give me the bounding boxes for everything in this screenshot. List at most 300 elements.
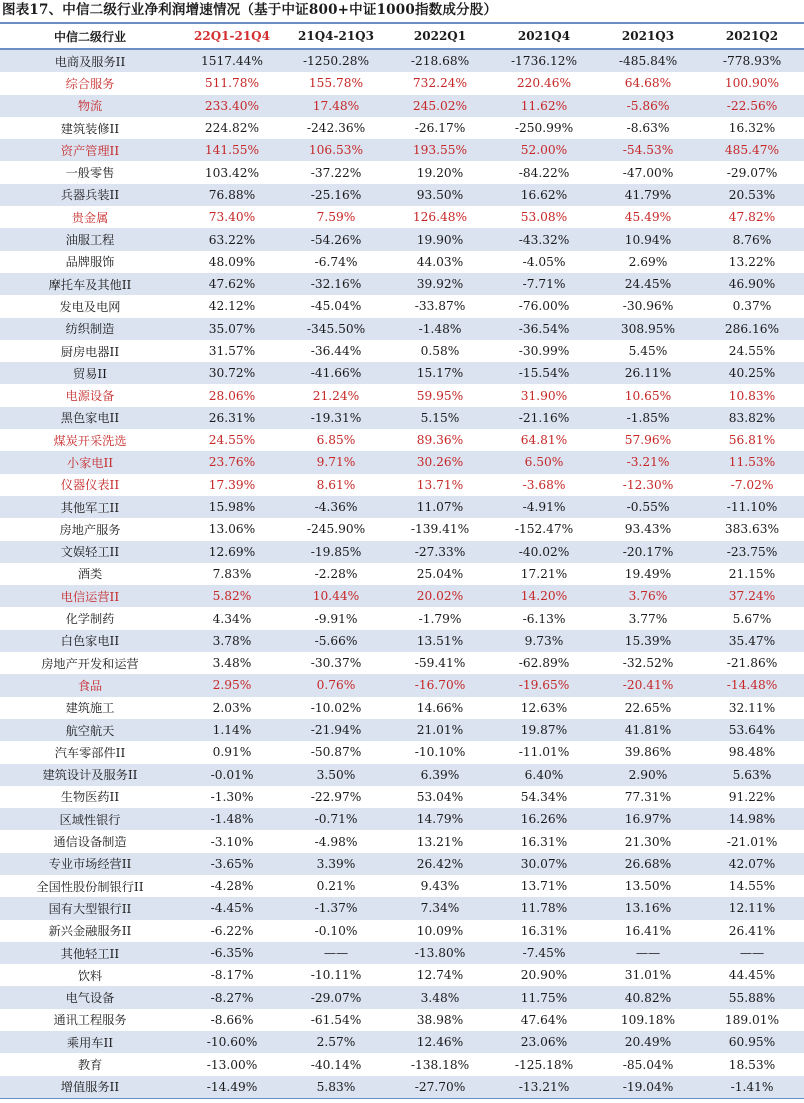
table-row	[0, 920, 804, 942]
industry-name: 纺织制造	[0, 318, 180, 340]
value-cell: 37.24%	[700, 585, 804, 607]
table-row	[0, 451, 804, 473]
value-cell: 26.41%	[728, 923, 776, 938]
value-cell: -19.85%	[284, 541, 388, 563]
value-cell: -41.66%	[284, 362, 388, 384]
value-cell: 93.43%	[624, 522, 672, 537]
table-row	[0, 964, 804, 986]
industry-name: 通信设备制造	[53, 835, 127, 850]
value-cell: 155.78%	[308, 76, 364, 91]
value-cell: 31.90%	[520, 388, 568, 403]
value-cell: -9.91%	[314, 611, 358, 626]
value-cell: 1.14%	[180, 719, 284, 741]
value-cell: 53.08%	[520, 210, 568, 225]
value-cell: -10.11%	[310, 968, 362, 983]
value-cell: 47.62%	[180, 273, 284, 295]
figure-title: 图表17、中信二级行业净利润增速情况（基于中证800+中证1000指数成分股）	[2, 2, 498, 18]
value-cell: 16.32%	[728, 121, 776, 136]
value-cell: -54.26%	[284, 228, 388, 250]
value-cell: 13.22%	[728, 254, 776, 269]
value-cell: -125.18%	[514, 1057, 574, 1072]
value-cell: 17.21%	[520, 566, 568, 581]
value-cell: 9.71%	[284, 451, 388, 473]
value-cell: 16.31%	[520, 923, 568, 938]
value-cell: -61.54%	[310, 1012, 362, 1027]
value-cell: 13.06%	[208, 522, 256, 537]
value-cell: 0.91%	[212, 745, 252, 760]
value-cell: -21.86%	[726, 656, 778, 671]
table-body	[0, 49, 804, 1098]
value-cell: 15.39%	[596, 630, 700, 652]
industry-name: 物流	[0, 95, 180, 117]
table-row	[0, 1009, 804, 1031]
value-cell: 106.53%	[284, 139, 388, 161]
value-cell: 3.76%	[596, 585, 700, 607]
industry-name: 饮料	[77, 968, 103, 983]
value-cell: ——	[700, 942, 804, 964]
industry-name: 品牌服饰	[65, 255, 115, 270]
value-cell: -22.56%	[700, 95, 804, 117]
table-row	[0, 1053, 804, 1075]
value-cell: 77.31%	[624, 789, 672, 804]
value-cell: 10.65%	[624, 388, 672, 403]
table-row	[0, 585, 804, 607]
industry-name: 全国性股份制银行II	[36, 879, 144, 894]
table-row	[0, 161, 804, 183]
value-cell: 126.48%	[412, 210, 468, 225]
value-cell: 5.83%	[284, 1076, 388, 1099]
industry-name: 专业市场经营II	[0, 853, 180, 875]
value-cell: -45.04%	[310, 299, 362, 314]
industry-name: 建筑施工	[65, 701, 115, 716]
value-cell: 28.06%	[208, 388, 256, 403]
value-cell: 10.09%	[416, 923, 464, 938]
value-cell: -50.87%	[310, 745, 362, 760]
value-cell: 14.20%	[492, 585, 596, 607]
value-cell: 20.02%	[388, 585, 492, 607]
value-cell: -0.55%	[596, 496, 700, 518]
value-cell: -85.04%	[622, 1057, 674, 1072]
value-cell: 3.48%	[388, 986, 492, 1008]
header-row	[0, 23, 804, 49]
value-cell: 16.97%	[596, 808, 700, 830]
value-cell: 14.98%	[700, 808, 804, 830]
table-row	[0, 875, 804, 897]
value-cell: 45.49%	[624, 210, 672, 225]
value-cell: 8.76%	[700, 228, 804, 250]
value-cell: -6.35%	[180, 942, 284, 964]
value-cell: 98.48%	[728, 745, 776, 760]
value-cell: -8.66%	[210, 1012, 254, 1027]
value-cell: 14.55%	[728, 879, 776, 894]
value-cell: 10.44%	[284, 585, 388, 607]
industry-name: 电信运营II	[0, 585, 180, 607]
industry-name: 教育	[77, 1058, 103, 1072]
value-cell: -4.36%	[284, 496, 388, 518]
table-row	[0, 652, 804, 674]
industry-name: 建筑装修II	[60, 121, 120, 136]
value-cell: 76.88%	[180, 184, 284, 206]
value-cell: -16.70%	[388, 674, 492, 696]
industry-name: 油服工程	[0, 228, 180, 250]
value-cell: -3.68%	[522, 477, 566, 492]
value-cell: -32.16%	[284, 273, 388, 295]
value-cell: -0.01%	[180, 764, 284, 786]
value-cell: 44.03%	[416, 254, 464, 269]
header-col-3: 2022Q1	[388, 23, 492, 49]
table-row	[0, 1031, 804, 1053]
value-cell: 3.78%	[180, 630, 284, 652]
value-cell: -13.00%	[206, 1057, 258, 1072]
value-cell: 42.12%	[208, 299, 256, 314]
table-row	[0, 273, 804, 295]
value-cell: 30.07%	[492, 853, 596, 875]
value-cell: 109.18%	[620, 1012, 676, 1027]
value-cell: 5.67%	[732, 611, 772, 626]
value-cell: 11.07%	[388, 496, 492, 518]
value-cell: ——	[284, 942, 388, 964]
value-cell: 53.04%	[416, 789, 464, 804]
value-cell: 308.95%	[596, 318, 700, 340]
industry-name: 黑色家电II	[0, 407, 180, 429]
value-cell: -27.70%	[388, 1076, 492, 1099]
value-cell: 193.55%	[388, 139, 492, 161]
value-cell: 30.72%	[180, 362, 284, 384]
value-cell: 14.66%	[416, 700, 464, 715]
value-cell: 2.95%	[180, 674, 284, 696]
value-cell: 20.53%	[700, 184, 804, 206]
table-row	[0, 942, 804, 964]
value-cell: -245.90%	[306, 522, 366, 537]
value-cell: 24.55%	[728, 344, 776, 358]
value-cell: 32.11%	[728, 700, 776, 715]
table-row	[0, 630, 804, 652]
value-cell: 89.36%	[416, 433, 464, 448]
value-cell: -7.02%	[730, 477, 774, 492]
value-cell: 6.85%	[316, 433, 356, 448]
value-cell: 48.09%	[208, 254, 256, 269]
value-cell: -4.45%	[180, 897, 284, 919]
value-cell: 83.82%	[700, 407, 804, 429]
value-cell: 141.55%	[180, 139, 284, 161]
table-row	[0, 697, 804, 719]
table-row	[0, 607, 804, 629]
value-cell: 53.64%	[700, 719, 804, 741]
table-row	[0, 764, 804, 786]
value-cell: 103.42%	[204, 165, 260, 180]
value-cell: 2.57%	[284, 1031, 388, 1053]
value-cell: 20.49%	[596, 1031, 700, 1053]
value-cell: -250.99%	[514, 121, 574, 136]
table-row	[0, 384, 804, 406]
industry-name: 酒类	[77, 567, 103, 582]
industry-name: 其他轻工II	[0, 942, 180, 964]
value-cell: -43.32%	[492, 228, 596, 250]
industry-name: 贸易II	[0, 362, 180, 384]
table-row	[0, 340, 804, 362]
value-cell: -27.33%	[388, 541, 492, 563]
value-cell: 19.20%	[416, 165, 464, 180]
value-cell: 16.26%	[492, 808, 596, 830]
value-cell: -37.22%	[310, 165, 362, 180]
value-cell: 0.76%	[284, 674, 388, 696]
table-row	[0, 786, 804, 808]
industry-name: 一般零售	[65, 166, 115, 181]
table-row	[0, 228, 804, 250]
value-cell: 5.15%	[388, 407, 492, 429]
value-cell: 16.41%	[624, 923, 672, 938]
value-cell: -8.17%	[210, 968, 254, 983]
value-cell: -6.22%	[210, 923, 254, 938]
value-cell: 23.06%	[492, 1031, 596, 1053]
table-row	[0, 741, 804, 763]
value-cell: 12.63%	[520, 700, 568, 715]
value-cell: -1.37%	[284, 897, 388, 919]
value-cell: 22.65%	[624, 700, 672, 715]
table-row	[0, 541, 804, 563]
value-cell: -1.48%	[388, 318, 492, 340]
table-row	[0, 139, 804, 161]
value-cell: 9.73%	[492, 630, 596, 652]
industry-name: 房地产开发和运营	[41, 656, 139, 671]
value-cell: 24.45%	[596, 273, 700, 295]
value-cell: 15.98%	[180, 496, 284, 518]
industry-name: 电气设备	[0, 986, 180, 1008]
industry-name: 小家电II	[0, 451, 180, 473]
value-cell: 15.17%	[388, 362, 492, 384]
industry-name: 文娱轻工II	[0, 541, 180, 563]
value-cell: 5.45%	[628, 344, 668, 358]
table-row	[0, 830, 804, 852]
value-cell: 11.53%	[700, 451, 804, 473]
table-row	[0, 318, 804, 340]
value-cell: -4.91%	[492, 496, 596, 518]
value-cell: -40.02%	[492, 541, 596, 563]
value-cell: -33.87%	[414, 299, 466, 314]
value-cell: 18.53%	[728, 1057, 776, 1072]
value-cell: 4.34%	[212, 611, 252, 626]
value-cell: 57.96%	[624, 433, 672, 448]
value-cell: -6.13%	[522, 611, 566, 626]
header-col-1: 22Q1-21Q4	[180, 23, 284, 49]
table-row	[0, 496, 804, 518]
value-cell: -40.14%	[310, 1057, 362, 1072]
value-cell: 40.82%	[596, 986, 700, 1008]
value-cell: -485.84%	[596, 49, 700, 72]
value-cell: -3.21%	[596, 451, 700, 473]
value-cell: 64.68%	[624, 76, 672, 91]
table-row	[0, 407, 804, 429]
value-cell: -242.36%	[306, 121, 366, 136]
value-cell: -218.68%	[388, 49, 492, 72]
industry-name: 厨房电器II	[60, 344, 120, 359]
value-cell: 732.24%	[412, 76, 468, 91]
value-cell: -1.30%	[210, 789, 254, 804]
value-cell: 5.82%	[180, 585, 284, 607]
table-row	[0, 808, 804, 830]
value-cell: 31.57%	[208, 344, 256, 358]
value-cell: -19.65%	[492, 674, 596, 696]
table-row	[0, 72, 804, 94]
value-cell: -8.63%	[626, 121, 670, 136]
value-cell: 16.62%	[492, 184, 596, 206]
value-cell: 41.81%	[596, 719, 700, 741]
value-cell: 23.76%	[180, 451, 284, 473]
value-cell: 13.21%	[416, 834, 464, 849]
industry-name: 摩托车及其他II	[0, 273, 180, 295]
value-cell: -10.10%	[414, 745, 466, 760]
header-industry: 中信二级行业	[0, 23, 180, 49]
value-cell: 10.83%	[728, 388, 776, 403]
value-cell: 55.88%	[700, 986, 804, 1008]
table-row	[0, 563, 804, 585]
industry-name: 生物医药II	[60, 790, 120, 805]
value-cell: 10.94%	[596, 228, 700, 250]
value-cell: 24.55%	[208, 433, 256, 448]
value-cell: 0.21%	[316, 879, 356, 894]
value-cell: 3.48%	[212, 656, 252, 671]
value-cell: -62.89%	[518, 656, 570, 671]
value-cell: -13.80%	[388, 942, 492, 964]
value-cell: 383.63%	[724, 522, 780, 537]
value-cell: -7.45%	[492, 942, 596, 964]
value-cell: 6.40%	[492, 764, 596, 786]
table-row	[0, 117, 804, 139]
value-cell: 13.51%	[388, 630, 492, 652]
value-cell: 13.71%	[416, 477, 464, 492]
value-cell: 26.11%	[596, 362, 700, 384]
value-cell: -345.50%	[284, 318, 388, 340]
value-cell: -19.31%	[284, 407, 388, 429]
industry-name: 贵金属	[71, 210, 109, 225]
value-cell: 39.86%	[624, 745, 672, 760]
value-cell: 19.87%	[492, 719, 596, 741]
value-cell: -25.16%	[284, 184, 388, 206]
value-cell: -5.66%	[284, 630, 388, 652]
value-cell: 31.01%	[624, 968, 672, 983]
value-cell: 54.34%	[520, 789, 568, 804]
value-cell: 35.47%	[700, 630, 804, 652]
value-cell: 19.49%	[624, 566, 672, 581]
value-cell: 11.75%	[492, 986, 596, 1008]
value-cell: -14.49%	[180, 1076, 284, 1099]
value-cell: -152.47%	[514, 522, 574, 537]
value-cell: -5.86%	[596, 95, 700, 117]
table-row	[0, 719, 804, 741]
value-cell: -11.10%	[700, 496, 804, 518]
industry-name: 兵器兵装II	[0, 184, 180, 206]
value-cell: -10.60%	[180, 1031, 284, 1053]
industry-name: 食品	[0, 674, 180, 696]
value-cell: -138.18%	[410, 1057, 470, 1072]
value-cell: 40.25%	[700, 362, 804, 384]
value-cell: 26.31%	[180, 407, 284, 429]
table-row	[0, 295, 804, 317]
table-row	[0, 853, 804, 875]
value-cell: 13.16%	[596, 897, 700, 919]
value-cell: 25.04%	[416, 566, 464, 581]
value-cell: 41.79%	[596, 184, 700, 206]
value-cell: 26.68%	[596, 853, 700, 875]
value-cell: 5.63%	[700, 764, 804, 786]
value-cell: 224.82%	[204, 121, 260, 136]
industry-name: 综合服务	[65, 76, 115, 91]
value-cell: ——	[596, 942, 700, 964]
industry-name: 仪器仪表II	[60, 478, 120, 493]
value-cell: -4.98%	[314, 834, 358, 849]
industry-name: 资产管理II	[0, 139, 180, 161]
industry-profit-growth-table	[0, 22, 804, 1099]
value-cell: 38.98%	[416, 1012, 464, 1027]
table-row	[0, 518, 804, 540]
value-cell: 220.46%	[516, 76, 572, 91]
value-cell: 6.50%	[492, 451, 596, 473]
value-cell: 189.01%	[724, 1012, 780, 1027]
value-cell: -29.07%	[726, 165, 778, 180]
value-cell: -54.53%	[596, 139, 700, 161]
value-cell: -32.52%	[622, 656, 674, 671]
industry-name: 国有大型银行II	[0, 897, 180, 919]
value-cell: 21.24%	[312, 388, 360, 403]
value-cell: -21.94%	[284, 719, 388, 741]
value-cell: 20.90%	[520, 968, 568, 983]
value-cell: -12.30%	[622, 477, 674, 492]
value-cell: -1.79%	[418, 611, 462, 626]
value-cell: 56.81%	[728, 433, 776, 448]
value-cell: -778.93%	[700, 49, 804, 72]
value-cell: 8.61%	[316, 477, 356, 492]
value-cell: 245.02%	[388, 95, 492, 117]
industry-name: 区域性银行	[0, 808, 180, 830]
industry-name: 电商及服务II	[0, 49, 180, 72]
value-cell: -23.75%	[700, 541, 804, 563]
value-cell: 93.50%	[388, 184, 492, 206]
value-cell: 73.40%	[208, 210, 256, 225]
table-row	[0, 897, 804, 919]
value-cell: 47.82%	[728, 210, 776, 225]
value-cell: 26.42%	[388, 853, 492, 875]
value-cell: 21.15%	[728, 566, 776, 581]
value-cell: -30.96%	[622, 299, 674, 314]
value-cell: 44.45%	[728, 968, 776, 983]
industry-name: 发电及电网	[59, 299, 121, 314]
value-cell: 52.00%	[492, 139, 596, 161]
table-row	[0, 1076, 804, 1099]
value-cell: 13.50%	[624, 879, 672, 894]
value-cell: -2.28%	[314, 566, 358, 581]
value-cell: 21.01%	[388, 719, 492, 741]
value-cell: -1736.12%	[492, 49, 596, 72]
industry-name: 电源设备	[65, 389, 115, 404]
value-cell: -20.17%	[596, 541, 700, 563]
value-cell: 485.47%	[700, 139, 804, 161]
value-cell: -19.04%	[596, 1076, 700, 1099]
industry-name: 乘用车II	[0, 1031, 180, 1053]
value-cell: -6.74%	[314, 254, 358, 269]
value-cell: 2.03%	[212, 700, 252, 715]
header-col-6: 2021Q2	[700, 23, 804, 49]
header-col-2: 21Q4-21Q3	[284, 23, 388, 49]
value-cell: 63.22%	[180, 228, 284, 250]
value-cell: 3.77%	[628, 611, 668, 626]
value-cell: 42.07%	[700, 853, 804, 875]
table-row	[0, 95, 804, 117]
value-cell: 35.07%	[180, 318, 284, 340]
header-col-5: 2021Q3	[596, 23, 700, 49]
value-cell: -13.21%	[492, 1076, 596, 1099]
value-cell: -84.22%	[518, 165, 570, 180]
value-cell: -14.48%	[700, 674, 804, 696]
